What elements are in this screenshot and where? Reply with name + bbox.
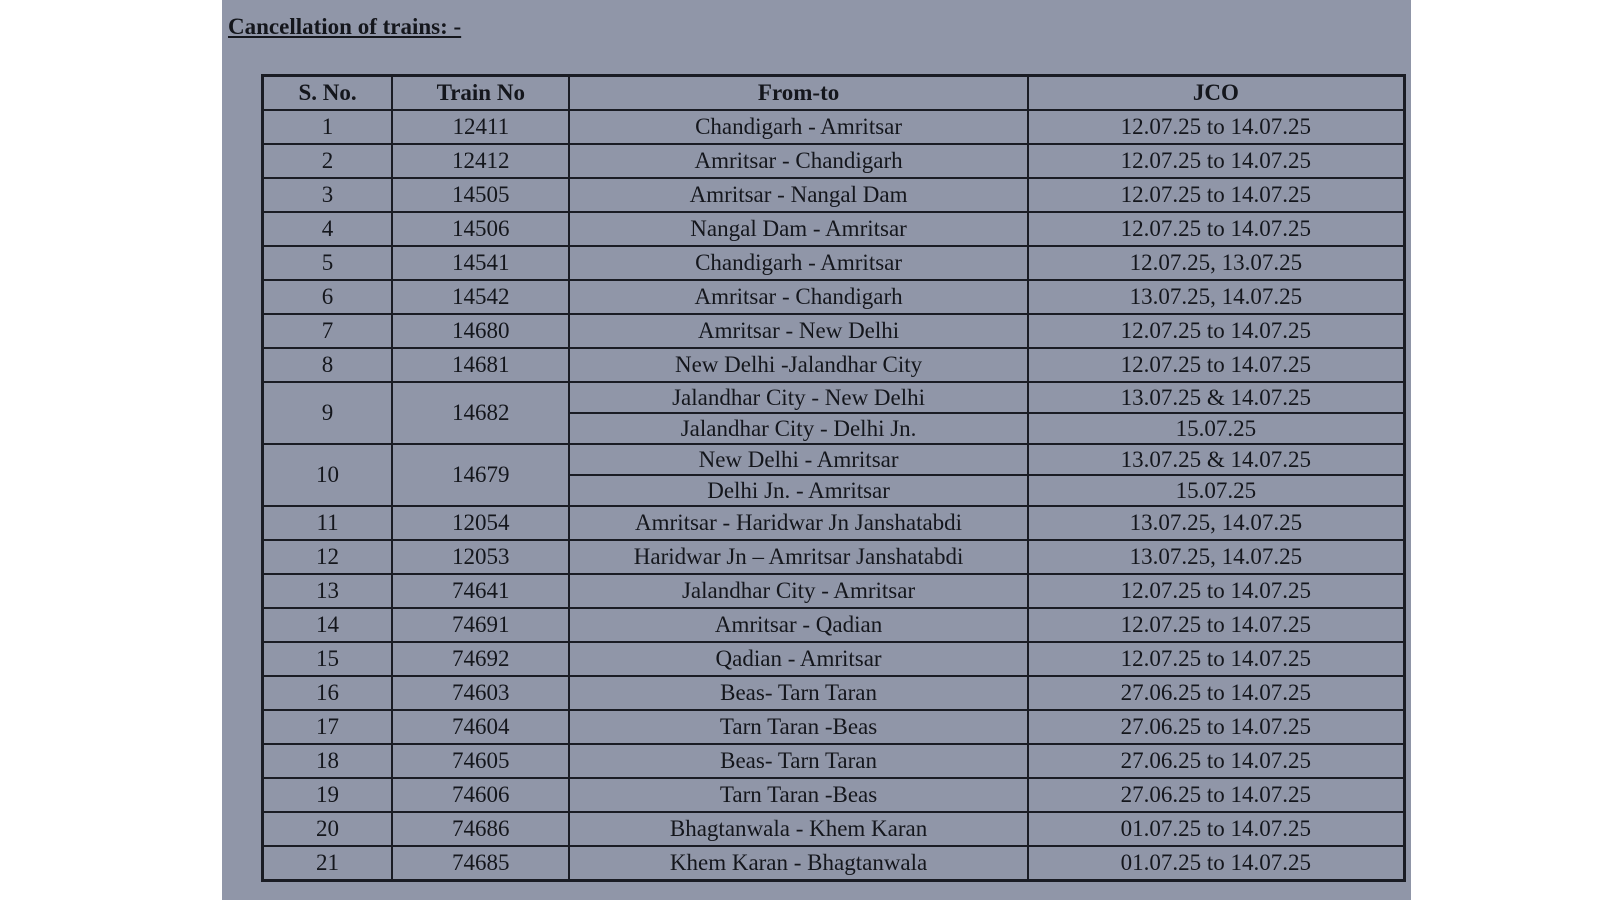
cell-train-no: 12054 bbox=[392, 506, 569, 540]
table-row bbox=[263, 444, 1405, 475]
cell-jco: 13.07.25, 14.07.25 bbox=[1028, 540, 1405, 574]
table-row bbox=[263, 744, 1405, 778]
cell-train-no: 14541 bbox=[392, 246, 569, 280]
cell-sno: 18 bbox=[263, 744, 393, 778]
cell-from-to: Khem Karan - Bhagtanwala bbox=[569, 846, 1027, 881]
cell-jco: 12.07.25 to 14.07.25 bbox=[1028, 144, 1405, 178]
cell-train-no: 12412 bbox=[392, 144, 569, 178]
cell-from-to: Delhi Jn. - Amritsar bbox=[569, 475, 1027, 506]
cell-sno: 11 bbox=[263, 506, 393, 540]
cell-jco: 13.07.25 & 14.07.25 bbox=[1028, 444, 1405, 475]
cell-jco: 01.07.25 to 14.07.25 bbox=[1028, 846, 1405, 881]
table-row bbox=[263, 812, 1405, 846]
table-row bbox=[263, 314, 1405, 348]
cell-sno: 3 bbox=[263, 178, 393, 212]
table-row bbox=[263, 642, 1405, 676]
cell-jco: 12.07.25 to 14.07.25 bbox=[1028, 178, 1405, 212]
cell-jco: 12.07.25 to 14.07.25 bbox=[1028, 110, 1405, 144]
cell-from-to: Chandigarh - Amritsar bbox=[569, 110, 1027, 144]
cell-from-to: Amritsar - New Delhi bbox=[569, 314, 1027, 348]
cell-from-to: Bhagtanwala - Khem Karan bbox=[569, 812, 1027, 846]
cell-train-no: 14682 bbox=[392, 382, 569, 444]
header-from-to: From-to bbox=[569, 76, 1027, 111]
cell-train-no: 14681 bbox=[392, 348, 569, 382]
cell-from-to: Qadian - Amritsar bbox=[569, 642, 1027, 676]
cell-jco: 13.07.25 & 14.07.25 bbox=[1028, 382, 1405, 413]
table-row bbox=[263, 110, 1405, 144]
cell-sno: 19 bbox=[263, 778, 393, 812]
table-body bbox=[263, 110, 1405, 881]
table-row bbox=[263, 540, 1405, 574]
cell-from-to: Jalandhar City - New Delhi bbox=[569, 382, 1027, 413]
cell-train-no: 74606 bbox=[392, 778, 569, 812]
cell-from-to: Beas- Tarn Taran bbox=[569, 744, 1027, 778]
table-header-row bbox=[263, 76, 1405, 111]
cell-from-to: Tarn Taran -Beas bbox=[569, 710, 1027, 744]
table-row bbox=[263, 608, 1405, 642]
cell-sno: 6 bbox=[263, 280, 393, 314]
cell-sno: 13 bbox=[263, 574, 393, 608]
cell-sno: 20 bbox=[263, 812, 393, 846]
table-row bbox=[263, 778, 1405, 812]
document-page bbox=[222, 0, 1411, 900]
table-row bbox=[263, 212, 1405, 246]
cell-sno: 10 bbox=[263, 444, 393, 506]
cell-from-to: New Delhi -Jalandhar City bbox=[569, 348, 1027, 382]
cell-sno: 4 bbox=[263, 212, 393, 246]
cell-from-to: Haridwar Jn – Amritsar Janshatabdi bbox=[569, 540, 1027, 574]
cell-from-to: Nangal Dam - Amritsar bbox=[569, 212, 1027, 246]
cell-jco: 12.07.25 to 14.07.25 bbox=[1028, 608, 1405, 642]
page-title: Cancellation of trains: - bbox=[228, 14, 462, 39]
table-row bbox=[263, 574, 1405, 608]
table-row bbox=[263, 178, 1405, 212]
cell-train-no: 74692 bbox=[392, 642, 569, 676]
cell-sno: 14 bbox=[263, 608, 393, 642]
table-row bbox=[263, 846, 1405, 881]
cell-train-no: 14542 bbox=[392, 280, 569, 314]
cell-train-no: 74685 bbox=[392, 846, 569, 881]
cell-jco: 12.07.25 to 14.07.25 bbox=[1028, 314, 1405, 348]
cell-from-to: Amritsar - Chandigarh bbox=[569, 144, 1027, 178]
cell-sno: 9 bbox=[263, 382, 393, 444]
cell-train-no: 74605 bbox=[392, 744, 569, 778]
cell-jco: 12.07.25 to 14.07.25 bbox=[1028, 212, 1405, 246]
cell-sno: 7 bbox=[263, 314, 393, 348]
header-jco: JCO bbox=[1028, 76, 1405, 111]
table-row bbox=[263, 676, 1405, 710]
cell-sno: 1 bbox=[263, 110, 393, 144]
cell-jco: 01.07.25 to 14.07.25 bbox=[1028, 812, 1405, 846]
cell-jco: 13.07.25, 14.07.25 bbox=[1028, 280, 1405, 314]
cell-train-no: 74686 bbox=[392, 812, 569, 846]
cell-sno: 21 bbox=[263, 846, 393, 881]
cell-sno: 5 bbox=[263, 246, 393, 280]
cell-from-to: Amritsar - Qadian bbox=[569, 608, 1027, 642]
cell-train-no: 74641 bbox=[392, 574, 569, 608]
cell-from-to: Beas- Tarn Taran bbox=[569, 676, 1027, 710]
table-row bbox=[263, 710, 1405, 744]
cell-from-to: Jalandhar City - Amritsar bbox=[569, 574, 1027, 608]
cell-sno: 17 bbox=[263, 710, 393, 744]
cell-from-to: Amritsar - Haridwar Jn Janshatabdi bbox=[569, 506, 1027, 540]
table-row bbox=[263, 280, 1405, 314]
cell-train-no: 14506 bbox=[392, 212, 569, 246]
cell-sno: 15 bbox=[263, 642, 393, 676]
cell-jco: 13.07.25, 14.07.25 bbox=[1028, 506, 1405, 540]
cell-jco: 15.07.25 bbox=[1028, 475, 1405, 506]
cell-train-no: 14680 bbox=[392, 314, 569, 348]
cell-jco: 27.06.25 to 14.07.25 bbox=[1028, 676, 1405, 710]
table-row bbox=[263, 246, 1405, 280]
cell-jco: 12.07.25 to 14.07.25 bbox=[1028, 642, 1405, 676]
cell-from-to: Amritsar - Nangal Dam bbox=[569, 178, 1027, 212]
cell-train-no: 74604 bbox=[392, 710, 569, 744]
cell-sno: 16 bbox=[263, 676, 393, 710]
cell-train-no: 12053 bbox=[392, 540, 569, 574]
cell-sno: 12 bbox=[263, 540, 393, 574]
cell-train-no: 14505 bbox=[392, 178, 569, 212]
table-row bbox=[263, 144, 1405, 178]
cell-from-to: Tarn Taran -Beas bbox=[569, 778, 1027, 812]
cell-from-to: Jalandhar City - Delhi Jn. bbox=[569, 413, 1027, 444]
table-row bbox=[263, 348, 1405, 382]
cell-sno: 2 bbox=[263, 144, 393, 178]
cell-jco: 12.07.25 to 14.07.25 bbox=[1028, 348, 1405, 382]
cell-from-to: Amritsar - Chandigarh bbox=[569, 280, 1027, 314]
cell-from-to: New Delhi - Amritsar bbox=[569, 444, 1027, 475]
cell-jco: 12.07.25, 13.07.25 bbox=[1028, 246, 1405, 280]
cell-train-no: 74603 bbox=[392, 676, 569, 710]
cell-from-to: Chandigarh - Amritsar bbox=[569, 246, 1027, 280]
cancellation-table bbox=[261, 74, 1406, 882]
cell-jco: 27.06.25 to 14.07.25 bbox=[1028, 710, 1405, 744]
cell-train-no: 12411 bbox=[392, 110, 569, 144]
cell-sno: 8 bbox=[263, 348, 393, 382]
cell-jco: 15.07.25 bbox=[1028, 413, 1405, 444]
header-train-no: Train No bbox=[392, 76, 569, 111]
cell-jco: 27.06.25 to 14.07.25 bbox=[1028, 744, 1405, 778]
cell-jco: 12.07.25 to 14.07.25 bbox=[1028, 574, 1405, 608]
cell-jco: 27.06.25 to 14.07.25 bbox=[1028, 778, 1405, 812]
table-row bbox=[263, 506, 1405, 540]
table-row bbox=[263, 382, 1405, 413]
cell-train-no: 14679 bbox=[392, 444, 569, 506]
cell-train-no: 74691 bbox=[392, 608, 569, 642]
header-sno: S. No. bbox=[263, 76, 393, 111]
